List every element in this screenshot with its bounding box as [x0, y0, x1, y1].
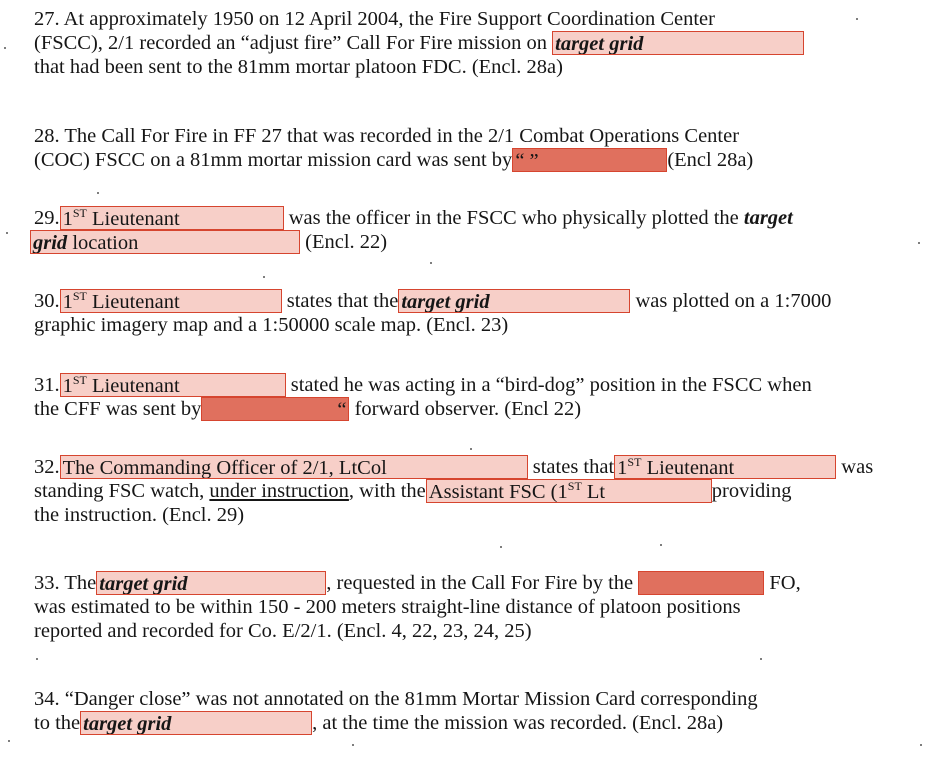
paragraph-27-line-3: that had been sent to the 81mm mortar platoon FDC. (Encl. 28a): [34, 56, 563, 78]
paragraph-28-encl: (Encl 28a): [667, 149, 754, 171]
scan-speck: [352, 744, 354, 746]
rank-superscript: ST: [627, 455, 642, 469]
paragraph-33-line-3: reported and recorded for Co. E/2/1. (Encl. 4, 22, 23, 24, 25): [34, 620, 532, 642]
paragraph-33-line-1-end: FO,: [769, 572, 801, 594]
redaction-box: [638, 571, 764, 595]
redaction-box: [60, 206, 284, 230]
redaction-box: [60, 455, 528, 479]
paragraph-30-line-1-end: was plotted on a 1:7000: [635, 290, 832, 312]
scan-speck: [4, 47, 6, 49]
redacted-rank-1: 1: [62, 291, 73, 313]
paragraph-32-line-2-text: standing FSC watch,: [34, 480, 205, 502]
redacted-rank-lieutenant: Lieutenant: [86, 208, 180, 230]
paragraph-29: [34, 206, 929, 254]
redacted-sender: “ ”: [515, 150, 539, 172]
redaction-box: [614, 455, 836, 479]
paragraph-31: [34, 373, 929, 421]
redaction-box: [201, 397, 349, 421]
paragraph-28: [34, 124, 929, 172]
scan-speck: [8, 740, 10, 742]
redacted-rank-1: 1: [62, 375, 73, 397]
scan-speck: [856, 18, 858, 20]
paragraph-34-line-2-end: , at the time the mission was recorded. (Encl. 28a): [312, 712, 724, 734]
redaction-box: [398, 289, 630, 313]
redacted-target-grid: target grid: [555, 33, 644, 55]
redaction-box: [30, 230, 300, 254]
scan-speck: [470, 448, 472, 450]
redacted-location-word: location: [67, 232, 139, 254]
redacted-rank-lieutenant: Lieutenant: [86, 375, 180, 397]
redaction-box: [60, 289, 282, 313]
redacted-rank-lieutenant: Lieutenant: [641, 457, 735, 479]
paragraph-33-line-2: was estimated to be within 150 - 200 meters straight-line distance of platoon positions: [34, 596, 741, 618]
paragraph-33-number: 33. The: [34, 572, 97, 594]
paragraph-32-line-2-end: providing: [711, 480, 792, 502]
scan-speck: [97, 192, 99, 194]
paragraph-31-line-2-end: forward observer. (Encl 22): [354, 398, 582, 420]
paragraph-31-line-1-text: stated he was acting in a “bird-dog” position in the FSCC when: [290, 374, 812, 396]
redacted-grid-word: grid: [33, 232, 68, 254]
paragraph-29-target-word: target: [743, 207, 793, 229]
paragraph-32-line-2-mid: , with the: [348, 480, 426, 502]
redacted-rank-lieutenant: Lieutenant: [86, 291, 180, 313]
redaction-box: [60, 373, 286, 397]
paragraph-29-number: 29.: [34, 207, 60, 229]
rank-superscript: ST: [72, 289, 87, 303]
redacted-target-grid: target grid: [401, 291, 490, 313]
paragraph-32-line-1-end: was: [841, 456, 874, 478]
paragraph-32: [34, 455, 929, 527]
paragraph-34: [34, 687, 929, 735]
redaction-box: [80, 711, 312, 735]
scan-speck: [920, 744, 922, 746]
scan-speck: [430, 262, 432, 264]
redacted-observer-quote: “: [337, 399, 347, 421]
rank-superscript: ST: [567, 479, 582, 493]
redacted-commanding-officer: The Commanding Officer of 2/1, LtCol: [62, 457, 387, 479]
scan-speck: [760, 658, 762, 660]
paragraph-31-number: 31.: [34, 374, 60, 396]
paragraph-30-number: 30.: [34, 290, 60, 312]
scan-speck: [660, 544, 662, 546]
paragraph-33-line-1-text: , requested in the Call For Fire by the: [326, 572, 634, 594]
paragraph-34-line-2-text: to the: [34, 712, 81, 734]
paragraph-32-number: 32.: [34, 456, 60, 478]
paragraph-32-line-1-text: states that: [532, 456, 615, 478]
paragraph-32-line-3: the instruction. (Encl. 29): [34, 504, 245, 526]
paragraph-31-line-2-text: the CFF was sent by: [34, 398, 202, 420]
scan-speck: [263, 276, 265, 278]
scan-speck: [36, 658, 38, 660]
paragraph-29-encl: (Encl. 22): [305, 231, 388, 253]
redaction-box: [96, 571, 326, 595]
redacted-target-grid: target grid: [99, 573, 188, 595]
scan-speck: [918, 242, 920, 244]
paragraph-28-line-1: 28. The Call For Fire in FF 27 that was recorded in the 2/1 Combat Operations Center: [34, 125, 740, 147]
redaction-box: [512, 148, 667, 172]
rank-superscript: ST: [72, 206, 87, 220]
paragraph-30-line-2: graphic imagery map and a 1:50000 scale map. (Encl. 23): [34, 314, 509, 336]
rank-superscript: ST: [72, 373, 87, 387]
paragraph-29-line-1-text: was the officer in the FSCC who physically plotted the: [288, 207, 739, 229]
paragraph-34-line-1: 34. “Danger close” was not annotated on the 81mm Mortar Mission Card corresponding: [34, 688, 758, 710]
redacted-assistant-rank: Lt: [581, 481, 606, 503]
paragraph-27-line-2-text: (FSCC), 2/1 recorded an “adjust fire” Call For Fire mission on: [34, 32, 547, 54]
paragraph-32-underlined-text: under instruction: [209, 480, 349, 502]
redacted-rank-1: 1: [617, 457, 628, 479]
paragraph-28-line-2-text: (COC) FSCC on a 81mm mortar mission card was sent by: [34, 149, 513, 171]
paragraph-27-line-1: 27. At approximately 1950 on 12 April 2004, the Fire Support Coordination Center: [34, 8, 715, 30]
scan-speck: [6, 232, 8, 234]
paragraph-30-line-1-text: states that the: [286, 290, 399, 312]
redacted-assistant-fsc: Assistant FSC (1: [428, 481, 568, 503]
paragraph-27: [34, 7, 929, 79]
redacted-target-grid: target grid: [83, 713, 172, 735]
redaction-box: [426, 479, 712, 503]
scan-speck: [500, 546, 502, 548]
paragraph-30: [34, 289, 929, 337]
redaction-box: [552, 31, 804, 55]
paragraph-33: [34, 571, 929, 643]
redacted-rank-1: 1: [62, 208, 73, 230]
